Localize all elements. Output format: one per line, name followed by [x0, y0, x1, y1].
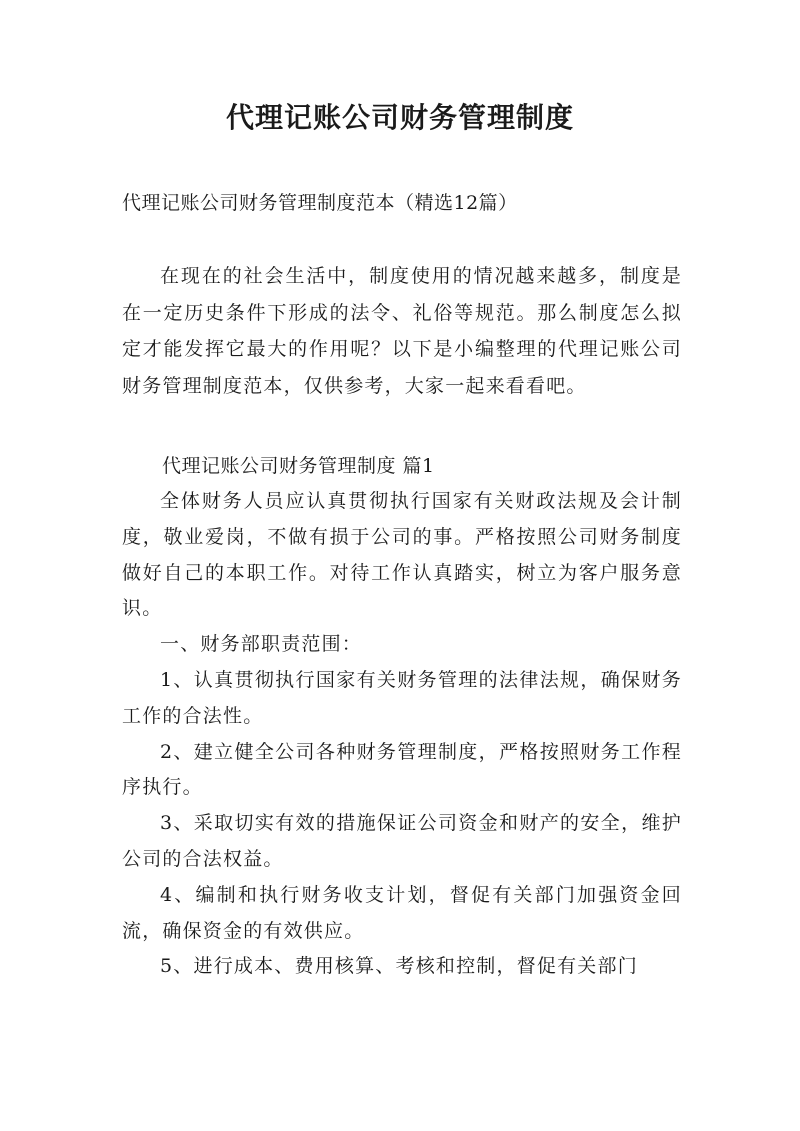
- list-item: 3、采取切实有效的措施保证公司资金和财产的安全，维护公司的合法权益。: [122, 812, 682, 870]
- document-title: 代理记账公司财务管理制度: [225, 101, 574, 134]
- section-heading: 代理记账公司财务管理制度 篇1: [162, 455, 435, 477]
- list-item: 5、进行成本、费用核算、考核和控制，督促有关部门: [160, 955, 638, 978]
- list-item: 1、认真贯彻执行国家有关财务管理的法律法规，确保财务工作的合法性。: [122, 668, 682, 727]
- document-subtitle: 代理记账公司财务管理制度范本（精选12篇）: [122, 192, 518, 214]
- body-paragraph: 全体财务人员应认真贯彻执行国家有关财政法规及会计制度，敬业爱岗，不做有损于公司的事。严格按照公司财务制度做好自己的本职工作。对待工作认真踏实，树立为客户服务意识。: [122, 490, 682, 620]
- body-text: [122, 484, 682, 985]
- list-item: 2、建立健全公司各种财务管理制度，严格按照财务工作程序执行。: [122, 740, 682, 799]
- intro-paragraph: 在现在的社会生活中，制度使用的情况越来越多，制度是在一定历史条件下形成的法令、礼俗等规范。那么制度怎么拟定才能发挥它最大的作用呢？以下是小编整理的代理记账公司财务管理制度范本，仅供参考，大家一起来看看吧。: [122, 265, 682, 397]
- section-subheading: 一、财务部职责范围：: [160, 633, 363, 656]
- list-item: 4、编制和执行财务收支计划，督促有关部门加强资金回流，确保资金的有效供应。: [122, 883, 682, 942]
